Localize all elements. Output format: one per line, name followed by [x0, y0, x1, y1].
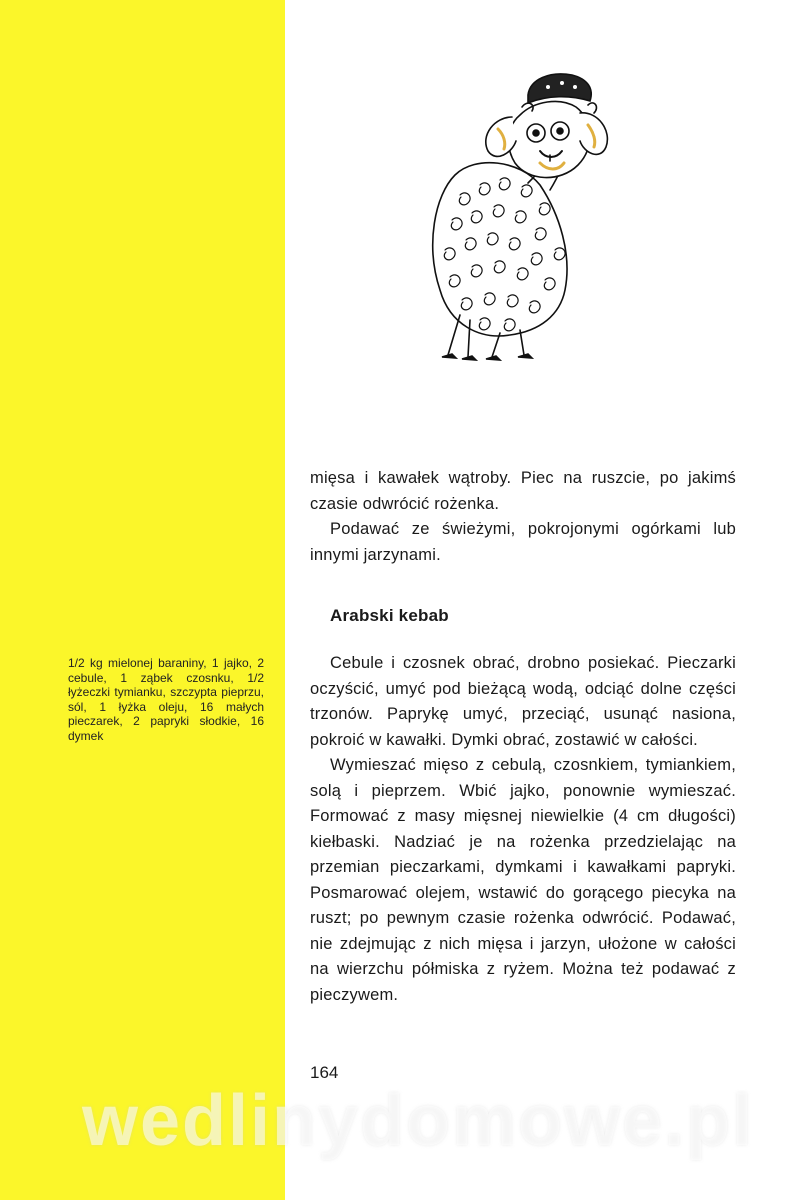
intro-text	[310, 466, 736, 568]
recipe-title: Arabski kebab	[330, 606, 449, 625]
recipe-paragraph-1: Cebule i czosnek obrać, drobno posiekać. Pieczarki oczyścić, umyć pod bieżącą wodą, odciąć dolne części trzonów. Paprykę umyć, przeciąć, usunąć nasiona, pokroić w kawałki. Dymki obrać, zostawić w całości.	[310, 654, 736, 749]
sheep-illustration	[400, 55, 650, 375]
ingredients-list: 1/2 kg mielonej baraniny, 1 jajko, 2 cebule, 1 ząbek czosnku, 1/2 łyżeczki tymianku, szczypta pieprzu, sól, 1 łyżka oleju, 16 małych pieczarek, 2 papryki słodkie, 16 dymek	[68, 656, 264, 743]
intro-paragraph-2: Podawać ze świeżymi, pokrojonymi ogórkami lub innymi jarzynami.	[310, 520, 736, 564]
watermark: wedlinydomowe.pl	[82, 1081, 755, 1161]
page-number: 164	[310, 1063, 339, 1082]
intro-paragraph-1: mięsa i kawałek wątroby. Piec na ruszcie, po jakimś czasie odwrócić rożenka.	[310, 469, 736, 513]
recipe-paragraph-2: Wymieszać mięso z cebulą, czosnkiem, tymiankiem, solą i pieprzem. Wbić jajko, ponownie wymieszać. Formować z masy mięsnej niewielkie (4 cm długości) kiełbaski. Nadziać je na rożenka przedzielając na przemian pieczarkami, dymkami i kawałkami papryki. Posmarować olejem, wstawić do gorącego piecyka na ruszt; po pewnym czasie rożenka odwrócić. Podawać, nie zdejmując z nich mięsa i jarzyn, ułożone w całości na wierzchu półmiska z ryżem. Można też podawać z pieczywem.	[310, 756, 736, 1004]
yellow-side-band	[0, 0, 285, 1200]
recipe-text	[310, 651, 736, 1008]
